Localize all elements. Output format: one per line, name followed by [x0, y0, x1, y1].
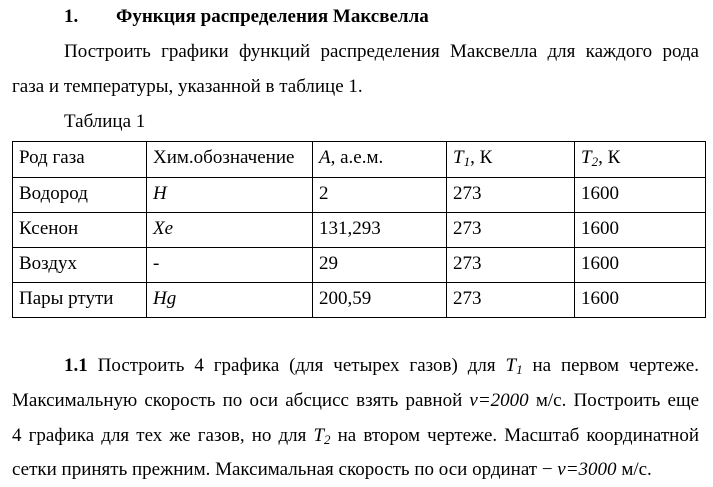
cell-symbol: Xe [147, 213, 313, 248]
task-line-3: 4 графика для тех же газов, но для $T_2$ на втором чертеже. Масштаб координатной [12, 425, 699, 447]
header-t1: $T_1$, К [447, 142, 575, 178]
cell-t2: 1600 [575, 213, 706, 248]
cell-t2: 1600 [575, 178, 706, 213]
cell-symbol: - [147, 248, 313, 283]
header-mass: A, а.е.м. [313, 142, 447, 178]
cell-mass: 131,293 [313, 213, 447, 248]
task-line-4: сетки принять прежним. Максимальная скорость по оси ординат − v=3000 м/с. [12, 459, 652, 480]
table-row [13, 213, 706, 248]
table-caption: Таблица 1 [64, 111, 146, 132]
task-line-1: 1.1 Построить 4 графика (для четырех газов) для $T_1$ на первом чертеже. [64, 355, 699, 377]
cell-t1: 273 [447, 283, 575, 318]
cell-symbol: H [147, 178, 313, 213]
table-row [13, 178, 706, 213]
gas-table [12, 141, 706, 318]
table-row [13, 248, 706, 283]
section-heading [64, 6, 429, 28]
cell-gas: Ксенон [13, 213, 147, 248]
cell-mass: 29 [313, 248, 447, 283]
cell-t1: 273 [447, 248, 575, 283]
intro-line-2: газа и температуры, указанной в таблице 1. [12, 76, 363, 97]
cell-mass: 200,59 [313, 283, 447, 318]
cell-t2: 1600 [575, 283, 706, 318]
cell-gas: Водород [13, 178, 147, 213]
table-header-row [13, 142, 706, 178]
header-t2: $T_2$, К [575, 142, 706, 178]
header-symbol: Хим.обозначение [147, 142, 313, 178]
task-number: 1.1 [64, 355, 88, 376]
header-gas: Род газа [13, 142, 147, 178]
cell-gas: Воздух [13, 248, 147, 283]
cell-t1: 273 [447, 178, 575, 213]
cell-symbol: Hg [147, 283, 313, 318]
task-line-2: Максимальную скорость по оси абсцисс взять равной v=2000 м/с. Построить еще [12, 390, 700, 411]
cell-t1: 273 [447, 213, 575, 248]
table-row [13, 283, 706, 318]
intro-text-1: Построить графики функций распределения Максвелла для каждого рода [64, 41, 699, 62]
cell-mass: 2 [313, 178, 447, 213]
cell-t2: 1600 [575, 248, 706, 283]
cell-gas: Пары ртути [13, 283, 147, 318]
section-number: 1. [64, 6, 79, 27]
section-title: Функция распределения Максвелла [116, 6, 429, 27]
intro-line-1 [64, 41, 699, 63]
